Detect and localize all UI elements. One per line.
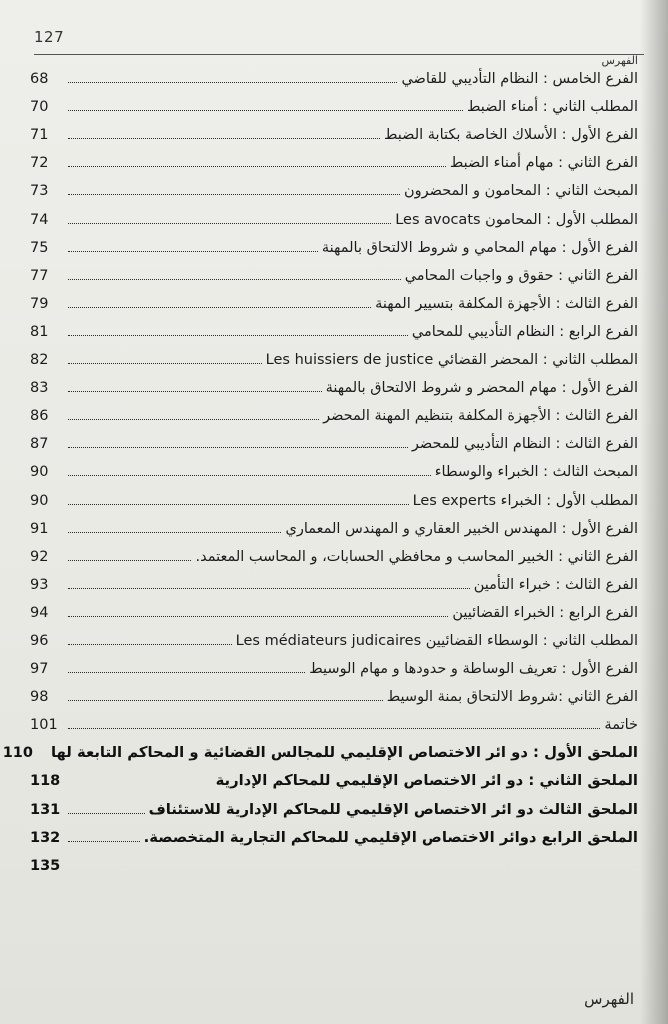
toc-entry-page: 93: [30, 576, 49, 593]
dot-leader: [68, 616, 448, 617]
toc-entry-page: 83: [30, 380, 49, 397]
dot-leader: [68, 223, 391, 224]
toc-entry-page: 98: [30, 689, 49, 706]
toc-entry: [0, 343, 668, 371]
toc-entry: [0, 259, 668, 287]
toc-entry: [0, 764, 668, 792]
toc-entry-page: 92: [30, 548, 49, 565]
toc-entry-page: 131: [30, 801, 61, 818]
toc-entry-title: المطلب الثاني : المحضر القضائي Les huissiers de justice: [265, 352, 638, 369]
toc-entry-page: 97: [30, 661, 49, 678]
toc-entry-page: 96: [30, 632, 49, 649]
dot-leader: [68, 279, 401, 280]
toc-entry: [0, 427, 668, 455]
toc-entry: [0, 849, 668, 877]
toc-entry: [0, 287, 668, 315]
toc-entry-page: 70: [30, 99, 49, 116]
toc-entry: [0, 568, 668, 596]
toc-entry-page: 118: [30, 773, 61, 790]
dot-leader: [68, 335, 408, 336]
toc-entry-page: 87: [30, 436, 49, 453]
toc-entry-title: الفرع الأول : مهام المحضر و شروط الالتحاق بالمهنة: [325, 380, 638, 397]
toc-entry-title: الفرع الأول : مهام المحامي و شروط الالتحاق بالمهنة: [321, 239, 638, 256]
toc-entry-title: المبحث الثالث : الخبراء والوسطاء: [434, 464, 638, 481]
dot-leader: [68, 391, 322, 392]
toc-entry: [0, 118, 668, 146]
toc-entry-page: 101: [30, 717, 58, 734]
toc-entry: [0, 652, 668, 680]
toc-entry: [0, 399, 668, 427]
dot-leader: [68, 447, 408, 448]
toc-entry-title: الفرع الأول : الأسلاك الخاصة بكتابة الضبط: [384, 127, 638, 144]
dot-leader: [68, 841, 140, 842]
toc-entry-title: الفرع الرابع : الخبراء القضائيين: [452, 604, 638, 621]
dot-leader: [68, 166, 446, 167]
dot-leader: [68, 504, 409, 505]
dot-leader: [68, 82, 397, 83]
toc-entry-title: المطلب الأول : المحامون Les avocats: [395, 211, 638, 228]
toc-entry-page: 135: [30, 857, 61, 874]
toc-entry-title: المبحث الثاني : المحامون و المحضرون: [403, 183, 638, 200]
dot-leader: [68, 813, 145, 814]
toc-entry: [0, 792, 668, 820]
dot-leader: [68, 532, 281, 533]
toc-entry: [0, 540, 668, 568]
toc-entry: [0, 90, 668, 118]
dot-leader: [68, 251, 318, 252]
toc-entry-page: 75: [30, 239, 49, 256]
toc-entry-title: الفرع الثالث : خبراء التأمين: [473, 576, 638, 593]
toc-entry-page: 90: [30, 464, 49, 481]
toc-entry-title: الفرع الأول : المهندس الخبير العقاري و المهندس المعماري: [285, 520, 638, 537]
toc-entry: [0, 624, 668, 652]
dot-leader: [68, 363, 262, 364]
toc-entry: [0, 62, 668, 90]
toc-entry: [0, 483, 668, 511]
dot-leader: [68, 644, 232, 645]
toc-entry: [0, 371, 668, 399]
toc-entry: [0, 202, 668, 230]
toc-entry-page: 91: [30, 520, 49, 537]
toc-entry-title: المطلب الأول : الخبراء Les experts: [412, 492, 638, 509]
toc-entry: [0, 146, 668, 174]
toc-entry-title: خاتمة: [604, 717, 638, 734]
toc-entry-page: 71: [30, 127, 49, 144]
toc-entry-page: 77: [30, 267, 49, 284]
dot-leader: [68, 138, 380, 139]
index-heading: الفهرس: [584, 990, 634, 1008]
toc-entry-title: الفرع الثاني : الخبير المحاسب و محافظي الحسابات، و المحاسب المعتمد.: [195, 548, 638, 565]
toc-entry-title: الملحق الثاني : دو ائر الاختصاص الإقليمي للمحاكم الإدارية: [215, 772, 638, 790]
toc-entry-title: الفرع الأول : تعريف الوساطة و حدودها و مهام الوسيط: [309, 661, 638, 678]
dot-leader: [68, 728, 600, 729]
toc-entry-title: الفرع الثاني : حقوق و واجبات المحامي: [404, 267, 638, 284]
toc-entry-page: 79: [30, 295, 49, 312]
toc-entry: [0, 680, 668, 708]
toc-entry-page: 94: [30, 604, 49, 621]
toc-entry-title: الملحق الأول : دو ائر الاختصاص الإقليمي للمجالس القضائية و المحاكم التابعة لها: [50, 744, 638, 762]
dot-leader: [68, 672, 305, 673]
toc-entry-page: 90: [30, 492, 49, 509]
dot-leader: [68, 588, 470, 589]
toc-entry: [0, 708, 668, 736]
toc-entry: [0, 596, 668, 624]
toc-entry-title: الفرع الثالث : النظام التأديبي للمحضر: [411, 436, 638, 453]
toc-entry: [0, 821, 668, 849]
page-number: 127: [34, 28, 65, 46]
toc-entry: [0, 174, 668, 202]
toc-entry-page: 132: [30, 829, 61, 846]
toc-entry: [0, 512, 668, 540]
toc-entry-title: الفرع الخامس : النظام التأديبي للقاضي: [401, 71, 638, 88]
toc-entry-title: الملحق الثالث دو ائر الاختصاص الإقليمي للمحاكم الإدارية للاستئناف: [148, 800, 638, 818]
toc-entry-title: الفرع الثالث : الأجهزة المكلفة بتنظيم المهنة المحضر: [323, 408, 638, 425]
toc-entry-page: 86: [30, 408, 49, 425]
table-of-contents: [0, 62, 668, 877]
dot-leader: [68, 700, 383, 701]
toc-entry: [0, 455, 668, 483]
toc-entry-title: المطلب الثاني : الوسطاء القضائيين Les médiateurs judicaires: [235, 632, 638, 649]
toc-entry-page: 81: [30, 323, 49, 340]
toc-entry-page: 82: [30, 352, 49, 369]
toc-entry-title: الفرع الرابع : النظام التأديبي للمحامي: [411, 323, 638, 340]
dot-leader: [68, 194, 400, 195]
dot-leader: [68, 475, 431, 476]
dot-leader: [68, 307, 371, 308]
toc-entry-page: 73: [30, 183, 49, 200]
toc-entry-title: الفرع الثاني : مهام أمناء الضبط: [449, 155, 638, 172]
dot-leader: [68, 419, 319, 420]
toc-entry-page: 72: [30, 155, 49, 172]
toc-entry-page: 110: [2, 745, 33, 762]
toc-entry-page: 74: [30, 211, 49, 228]
toc-entry: [0, 231, 668, 259]
toc-entry: [0, 736, 668, 764]
dot-leader: [68, 560, 191, 561]
header-rule: [34, 54, 644, 55]
toc-entry-title: الفرع الثاني :شروط الالتحاق بمنة الوسيط: [386, 689, 638, 706]
toc-entry-title: المطلب الثاني : أمناء الضبط: [466, 99, 638, 116]
toc-entry-title: الفرع الثالث : الأجهزة المكلفة بتسيير المهنة: [375, 295, 638, 312]
running-head: الفهرس: [601, 54, 638, 67]
dot-leader: [68, 110, 463, 111]
toc-entry-title: الملحق الرابع دوائر الاختصاص الإقليمي للمحاكم التجارية المتخصصة.: [143, 828, 638, 846]
toc-entry: [0, 315, 668, 343]
toc-entry-page: 68: [30, 71, 49, 88]
